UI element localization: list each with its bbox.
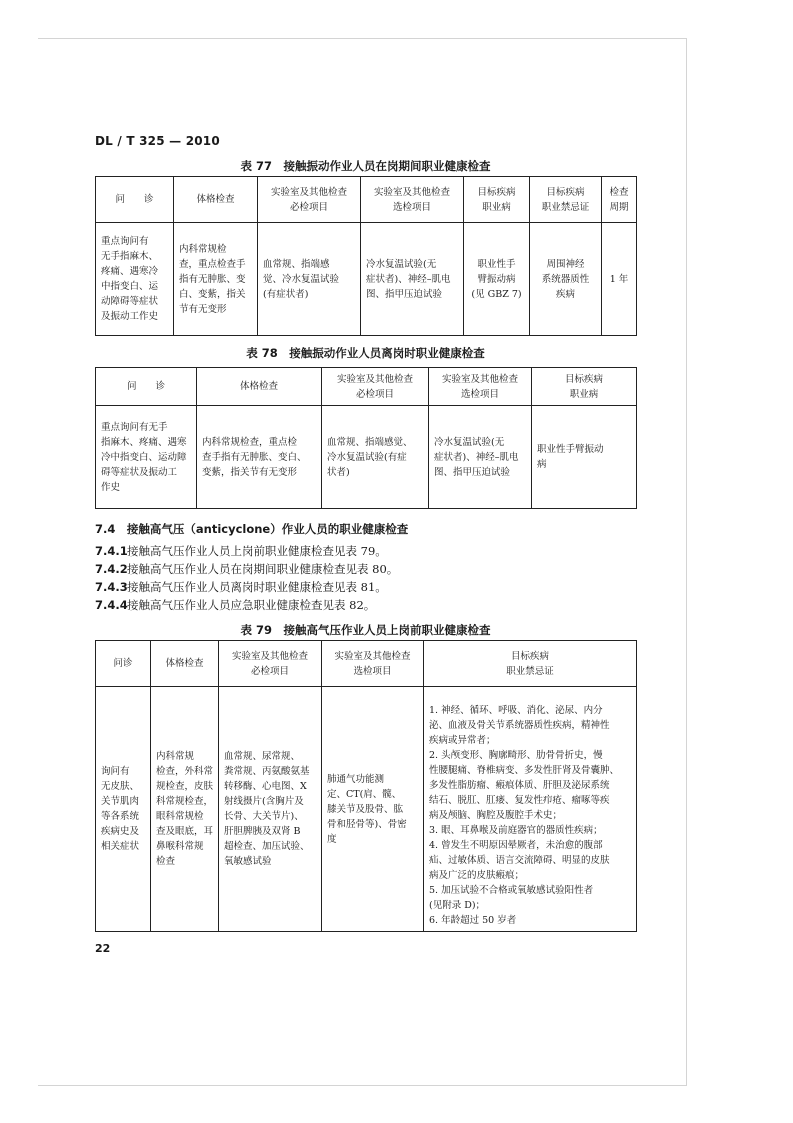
cell-text-line: 中指变白、运 [101,281,159,292]
cell-text-line: 6. 年龄超过 50 岁者 [429,915,517,926]
column-header-line: 实验室及其他检查 [231,650,308,662]
cell-text-line: 重点询问有 [101,236,149,247]
cell-text-line: 职业性手 [477,258,516,270]
cell-text-line: 血常规、尿常规、 [224,751,301,762]
cell-text-line: 冷水复温试验(无 [366,258,437,270]
column-header-line: 目标疾病 [546,186,585,198]
column-header-line: 必检项目 [250,665,289,677]
column-header-line: 实验室及其他检查 [336,373,413,385]
column-header-line: 周期 [609,201,629,213]
column-header-line: 选检项目 [392,201,431,213]
table-cell [322,406,429,509]
cell-text-line: (见 GBZ 7) [471,288,522,300]
column-header [197,368,322,406]
cell-text-line: 疾病史及 [101,826,140,837]
cell-text-line: 膝关节及股骨、肱 [327,803,404,815]
column-header-line: 选检项目 [460,388,499,400]
column-header-line: 体格检查 [165,658,204,669]
section-item-text: 接触高气压作业人员离岗时职业健康检查见表 81。 [127,580,387,594]
cell-text-line: 查及眼底，耳 [156,826,214,837]
column-header [151,641,219,687]
table-cell [424,687,637,932]
page-top-edge [38,38,686,39]
section-item [95,543,387,559]
cell-text-line: 转移酶、心电图、X [224,781,307,792]
cell-text-line: 内科常规检 [179,243,227,255]
cell-text-line: 长骨、大关节片)、 [224,811,304,822]
cell-text-line: 职业性手臂振动 [537,444,604,455]
cell-text-line: 碍等症状及振动工 [101,466,178,478]
cell-text-line: 节有无变形 [179,303,227,315]
cell-text-line: 鼻喉科常规 [156,841,204,852]
cell-text-line: 3. 眼、耳鼻喉及前庭器官的器质性疾病； [429,825,603,836]
column-header [532,368,637,406]
cell-text-line: 白、变紫，指关 [179,288,246,300]
section-item-number: 7.4.1 [95,544,128,558]
column-header [219,641,322,687]
cell-text-line: 性腰腿痛、脊椎病变、多发性肝肾及骨囊肿、 [429,765,620,776]
cell-text-line: 疼痛、遇寒冷 [101,266,159,277]
column-header-line: 问 诊 [126,381,165,392]
cell-text-line: 疾病 [555,288,575,300]
cell-text-line: 症状者)、神经–肌电 [434,451,519,463]
cell-text-line: 氧敏感试验 [224,856,272,867]
table-header-row [96,368,637,406]
cell-text-line: 症状者)、神经–肌电 [366,273,451,285]
cell-text-line: (见附录 D)； [429,900,486,911]
section-item [95,597,375,613]
section-item-number: 7.4.3 [95,580,128,594]
table-cell [532,406,637,509]
table-77-caption: 表 77 接触振动作业人员在岗期间职业健康检查 [240,159,491,173]
cell-text-line: 肝胆脾胰及双肾 B [224,826,301,837]
cell-text-line: 内科常规 [156,751,195,762]
cell-text-line: 粪常规、丙氨酸氨基 [224,766,310,777]
column-header-line: 检查 [609,186,629,198]
cell-text-line: 疾病或异常者； [429,735,496,746]
table-78-caption: 表 78 接触振动作业人员离岗时职业健康检查 [246,346,485,360]
column-header-line: 目标疾病 [510,650,549,662]
column-header [96,177,174,223]
cell-text-line: 查手指有无肿胀、变白、 [202,451,307,463]
cell-text-line: 眼科常规检 [156,811,204,822]
cell-text-line: 冷水复温试验(无 [434,436,505,448]
column-header-line: 目标疾病 [564,373,603,385]
cell-text-line: 泌、血液及骨关节系统器质性疾病，精神性 [429,720,610,731]
cell-text-line: 2. 头颅变形、胸廓畸形、肋骨骨折史，慢 [429,750,603,761]
cell-text-line: 作史 [101,481,121,493]
table-header-row [96,177,637,223]
table-cell [530,223,602,336]
table-cell [96,223,174,336]
column-header-line: 体格检查 [239,381,278,392]
cell-text-line: 觉、冷水复温试验 [263,273,340,285]
column-header [530,177,602,223]
document-code: DL / T 325 — 2010 [95,134,220,148]
column-header [602,177,637,223]
table-79-caption: 表 79 接触高气压作业人员上岗前职业健康检查 [240,623,491,637]
page-bottom-edge [38,1085,686,1086]
section-item-text: 接触高气压作业人员应急职业健康检查见表 82。 [127,598,376,612]
page-number: 22 [95,942,111,955]
table-cell [197,406,322,509]
cell-text-line: 无皮肤、 [101,781,140,792]
cell-text-line: 疝、过敏体质、语言交流障碍、明显的皮肤 [429,855,610,866]
column-header-line: 必检项目 [355,388,394,400]
table-cell [219,687,322,932]
cell-text-line: 规检查，皮肤 [156,781,214,792]
cell-text-line: 等各系统 [101,811,140,822]
cell-text-line: 指有无肿胀、变 [179,273,246,285]
cell-text-line: 病及广泛的皮肤瘢痕； [429,870,525,881]
table-cell [96,406,197,509]
cell-text-line: 检查，外科常 [156,766,214,777]
cell-text-line: 图、指甲压迫试验 [366,288,443,300]
table-cell [258,223,361,336]
table-cell [602,223,637,336]
table-cell [151,687,219,932]
cell-text-line: 1 年 [609,273,629,285]
cell-text-line: 定、CT(肩、髋、 [327,788,402,800]
cell-text-line: 图、指甲压迫试验 [434,466,511,478]
cell-text-line: 系统器质性 [541,273,590,285]
column-header-line: 问诊 [113,658,133,669]
table-header-row [96,641,637,687]
section-item-number: 7.4.2 [95,562,128,576]
column-header [322,641,424,687]
section-item-number: 7.4.4 [95,598,128,612]
cell-text-line: 状者) [327,466,350,478]
cell-text-line: 5. 加压试验不合格或氧敏感试验阳性者 [429,885,594,896]
column-header-line: 职业禁忌证 [506,665,554,677]
column-header [174,177,258,223]
cell-text-line: 相关症状 [101,841,140,852]
column-header [96,641,151,687]
cell-text-line: 科常规检查， [156,796,214,807]
cell-text-line: 关节肌肉 [101,796,140,807]
table-cell [174,223,258,336]
cell-text-line: 及振动工作史 [101,311,159,322]
column-header [258,177,361,223]
section-item-text: 接触高气压作业人员在岗期间职业健康检查见表 80。 [127,562,399,576]
column-header [424,641,637,687]
cell-text-line: 血常规、指端感 [263,258,330,270]
cell-text-line: 询问有 [101,766,130,777]
column-header [322,368,429,406]
cell-text-line: 病 [537,459,547,470]
cell-text-line: 内科常规检查，重点检 [202,436,298,448]
cell-text-line: 度 [327,833,337,845]
table-cell [322,687,424,932]
column-header-line: 必检项目 [289,201,328,213]
column-header [429,368,532,406]
column-header-line: 实验室及其他检查 [441,373,518,385]
column-header-line: 职业禁忌证 [541,201,590,213]
table-row [96,406,637,509]
column-header-line: 职业病 [569,388,599,400]
table-row [96,687,637,932]
column-header [464,177,530,223]
table-cell [429,406,532,509]
table-cell [96,687,151,932]
section-item [95,579,387,595]
cell-text-line: 多发性脂肪瘤、瘢痕体质、肝胆及泌尿系统 [429,780,610,791]
cell-text-line: 4. 曾发生不明原因晕厥者，未治愈的腹部 [429,840,603,851]
column-header-line: 实验室及其他检查 [334,650,411,662]
cell-text-line: 肺通气功能测 [327,773,385,785]
cell-text-line: 血常规、指端感觉、 [327,436,413,448]
section-heading: 7.4 接触高气压（anticyclone）作业人员的职业健康检查 [95,522,409,536]
column-header-line: 实验室及其他检查 [270,186,347,198]
column-header-line: 目标疾病 [477,186,516,198]
column-header-line: 职业病 [482,201,511,213]
cell-text-line: 冷中指变白、运动障 [101,451,187,463]
cell-text-line: 病及颅脑、胸腔及腹腔手术史； [429,810,563,821]
cell-text-line: 无手指麻木、 [101,251,159,262]
column-header-line: 选检项目 [353,665,392,677]
column-header-line: 体格检查 [196,194,235,205]
section-item-text: 接触高气压作业人员上岗前职业健康检查见表 79。 [127,544,387,558]
table-78 [95,367,637,509]
section-item [95,561,398,577]
table-row [96,223,637,336]
column-header [361,177,464,223]
table-cell [464,223,530,336]
cell-text-line: 查，重点检查手 [179,258,246,270]
cell-text-line: 周围神经 [546,258,585,270]
cell-text-line: 动障碍等症状 [101,296,159,307]
column-header-line: 问 诊 [115,194,154,205]
table-cell [361,223,464,336]
cell-text-line: 超检查、加压试验、 [224,841,310,852]
column-header-line: 实验室及其他检查 [373,186,450,198]
cell-text-line: 冷水复温试验(有症 [327,451,407,463]
cell-text-line: 变紫，指关节有无变形 [202,466,298,478]
cell-text-line: 臂振动病 [477,273,516,285]
cell-text-line: 重点询问有无手 [101,421,168,433]
cell-text-line: 1. 神经、循环、呼吸、消化、泌尿、内分 [429,705,603,716]
cell-text-line: 骨和胫骨等)、骨密 [327,818,407,830]
page-right-edge [686,38,687,1086]
cell-text-line: 射线摄片(含胸片及 [224,796,304,807]
cell-text-line: 结石、脱肛、肛瘘、复发性疖疮、瘤啄等疾 [429,795,610,806]
cell-text-line: (有症状者) [263,288,309,300]
table-79 [95,640,637,932]
table-77 [95,176,637,336]
cell-text-line: 指麻木、疼痛、遇寒 [101,436,187,448]
cell-text-line: 检查 [156,856,176,867]
column-header [96,368,197,406]
